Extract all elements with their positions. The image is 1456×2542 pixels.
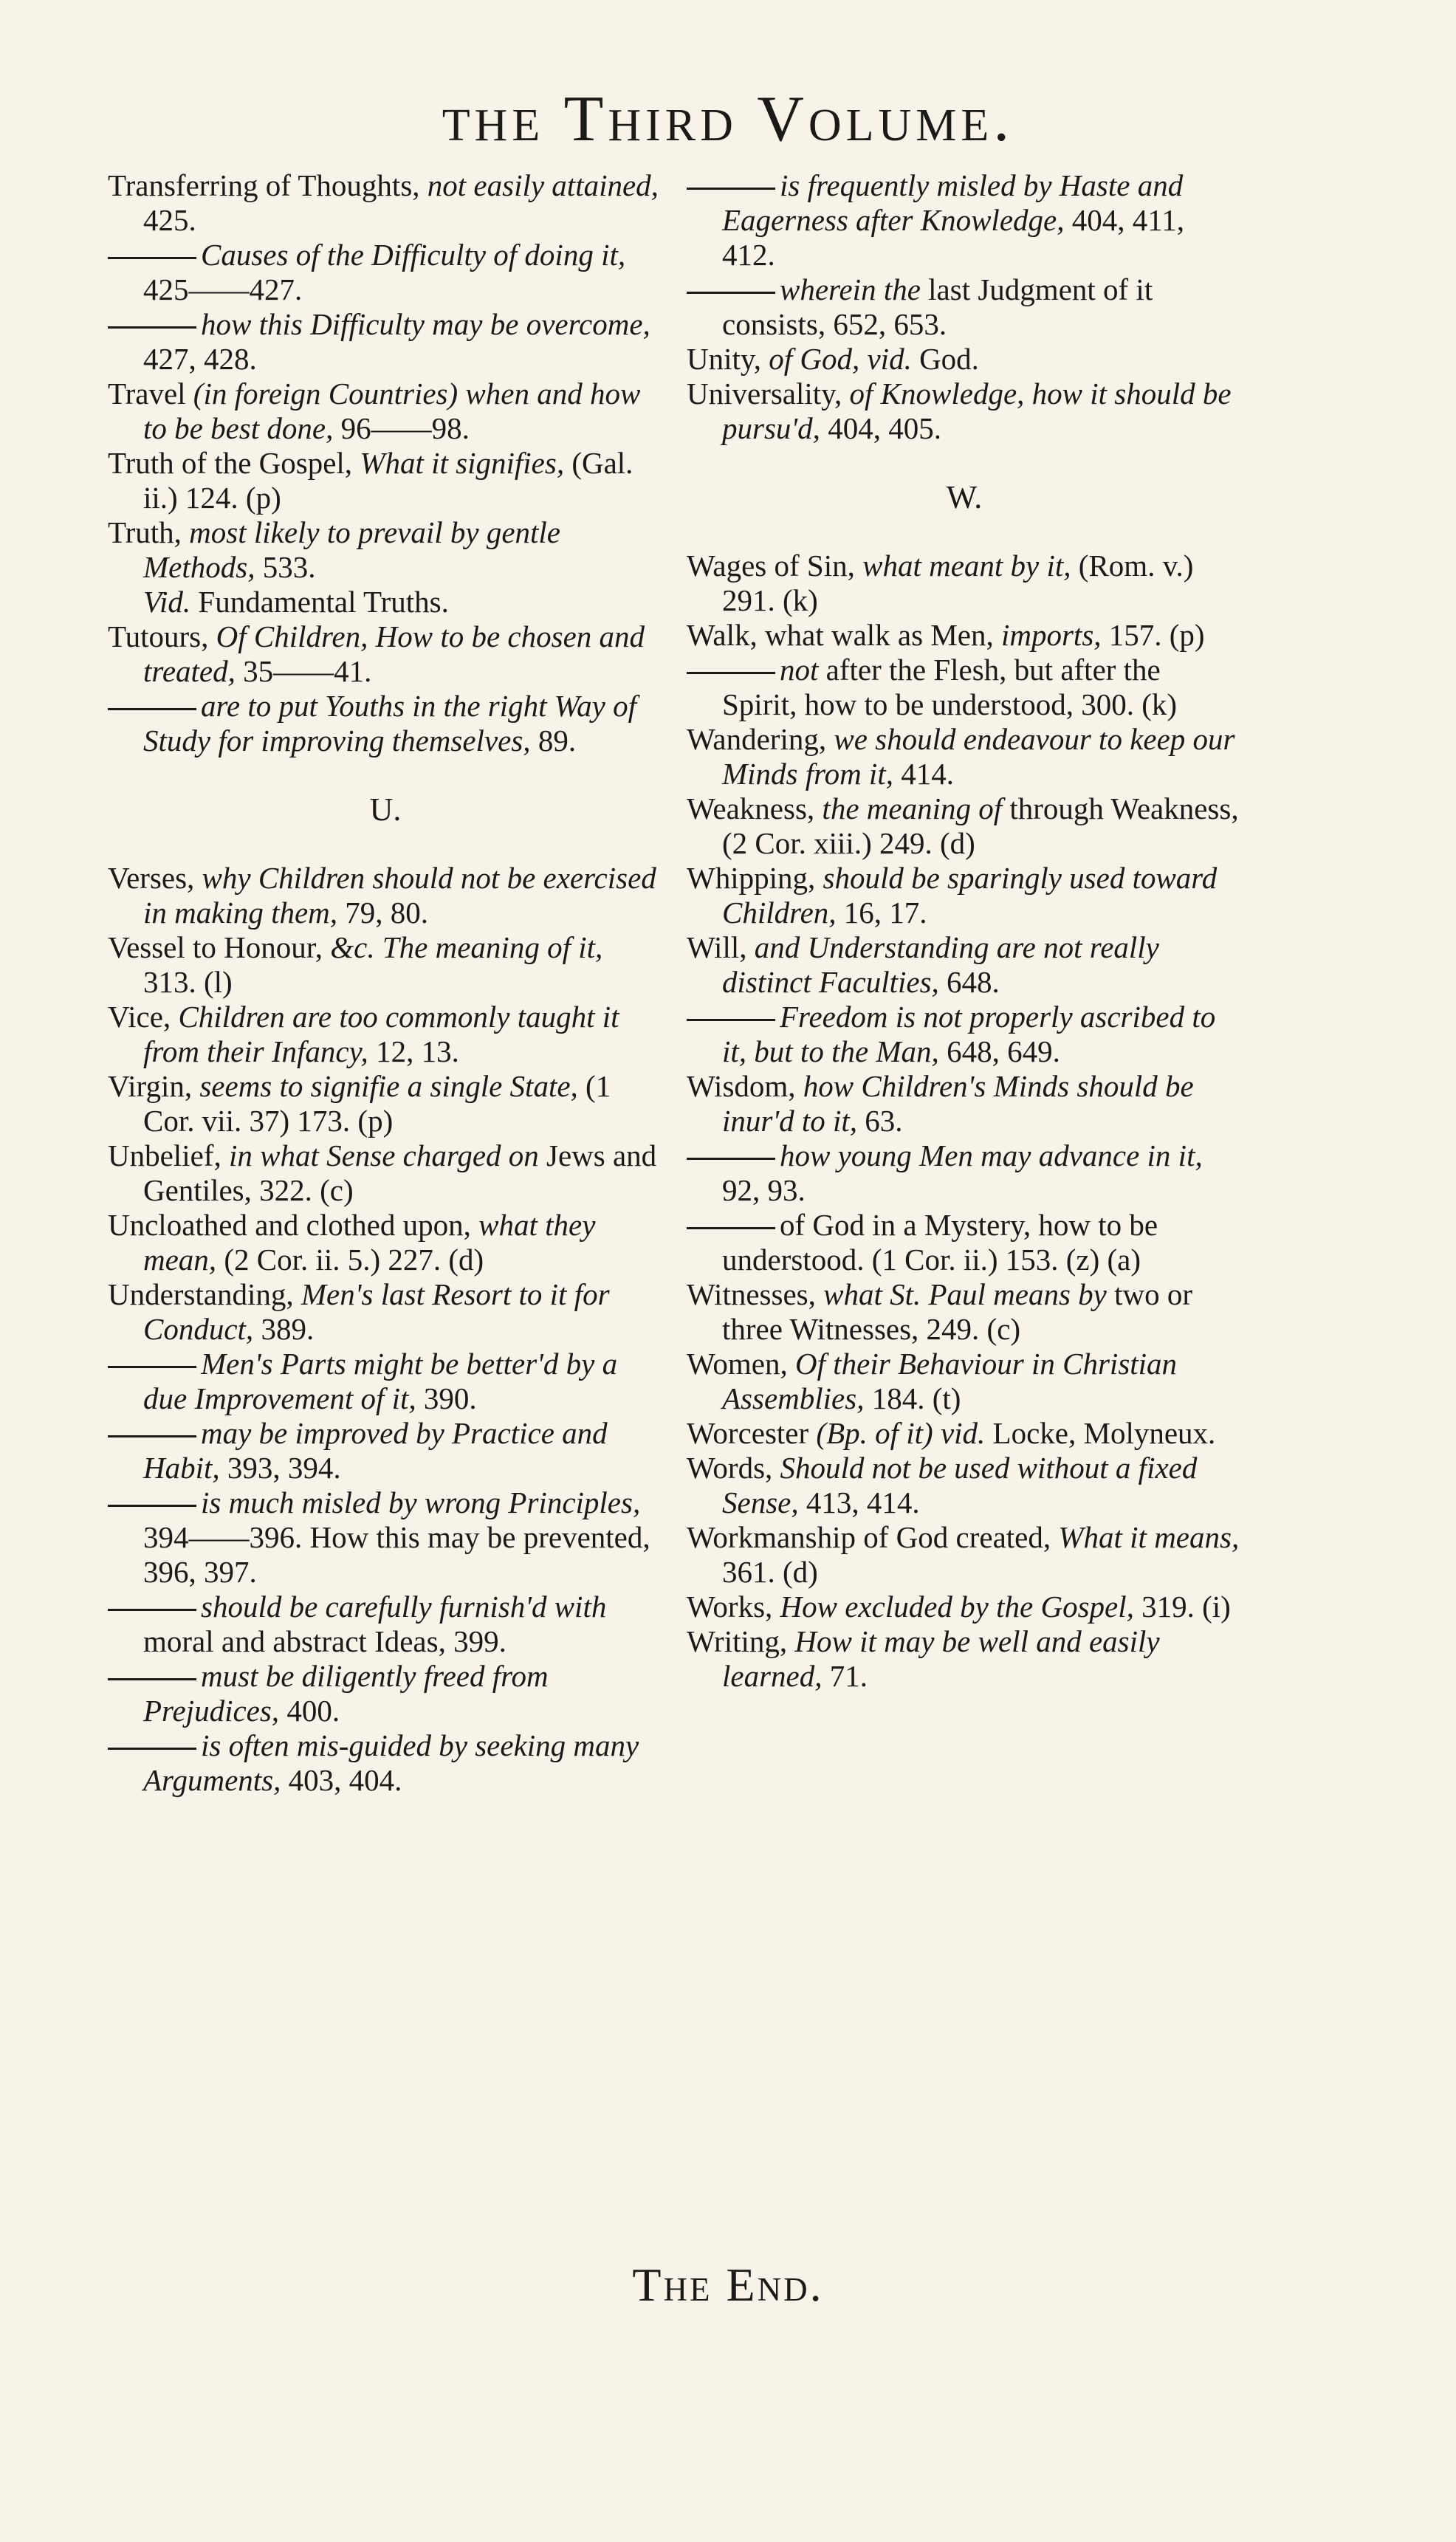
w-entries — [687, 549, 1242, 1694]
entry-tail: through Weakness, (2 Cor. xiii.) 249. (d) — [722, 791, 1239, 860]
entry-tail: 427, 428. — [143, 342, 257, 376]
entry-ital: Of their Behaviour in Christian Assemblies, — [722, 1347, 1178, 1415]
entry-ital: What it signifies, — [360, 446, 565, 480]
entry-text — [192, 1069, 199, 1103]
entry-head: Vessel — [108, 930, 185, 964]
entry-tail: 403, 404. — [281, 1763, 402, 1797]
index-entry — [687, 722, 1242, 791]
index-entry — [108, 238, 663, 307]
section-letter-u: U. — [369, 791, 402, 828]
ditto-dash — [687, 672, 775, 674]
entry-text: and clothed upon, — [247, 1208, 479, 1242]
entry-head: Writing, — [687, 1624, 788, 1658]
index-entry — [108, 1590, 663, 1659]
entry-head: Travel — [108, 377, 186, 411]
entry-text — [787, 1624, 794, 1658]
entry-text — [761, 342, 769, 376]
ditto-dash — [687, 1158, 775, 1160]
index-entry — [687, 930, 1242, 1000]
entry-tail: 404, 405. — [820, 411, 941, 445]
entry-ital: Causes of the Difficulty of doing it, — [201, 238, 626, 272]
entry-ital: what St. Paul means by — [823, 1277, 1107, 1311]
entry-ital: in what Sense charged on — [228, 1138, 539, 1172]
index-entry — [108, 515, 663, 585]
ditto-dash — [687, 1019, 775, 1021]
v-entries-continued — [687, 168, 1242, 446]
entry-tail: 313. (l) — [143, 965, 233, 999]
entry-tail: (1 Cor. vii. 37) 173. (p) — [143, 1069, 611, 1138]
index-entry — [687, 272, 1242, 342]
entry-ital: of Knowledge, how it should be pursu'd, — [722, 377, 1232, 445]
entry-ital: (Bp. of it) vid. — [816, 1416, 986, 1450]
index-entry — [108, 1416, 663, 1485]
entry-tail: God. — [911, 342, 979, 376]
entry-ital: is frequently misled by Haste and Eagerness after Knowledge, — [722, 168, 1184, 237]
index-entry — [687, 1208, 1242, 1277]
index-entry — [108, 1485, 663, 1590]
entry-head: Unbelief, — [108, 1138, 222, 1172]
entry-head: Uncloathed — [108, 1208, 247, 1242]
entry-text — [171, 1000, 178, 1034]
entry-text — [222, 1138, 229, 1172]
entry-tail: two or three Witnesses, 249. (c) — [722, 1277, 1193, 1346]
entry-tail: 389. — [253, 1312, 315, 1346]
entry-tail: 414. — [893, 757, 954, 791]
entry-text: of Sin, — [766, 549, 863, 583]
entry-text — [808, 1416, 816, 1450]
index-entry — [108, 1000, 663, 1069]
index-entry — [108, 1277, 663, 1347]
entry-text: of the Gospel, — [174, 446, 360, 480]
entry-ital: should be sparingly used toward Children, — [722, 861, 1218, 930]
index-entry — [108, 168, 663, 238]
entry-text — [815, 861, 823, 895]
entry-ital: How it may be well and easily learned, — [722, 1624, 1160, 1693]
page-title: the Third Volume. — [442, 83, 1014, 155]
entry-tail: (2 Cor. ii. 5.) 227. (d) — [216, 1243, 484, 1277]
ditto-dash — [108, 1748, 196, 1750]
entry-ital: may be improved by Practice and Habit, — [143, 1416, 608, 1485]
index-entry — [108, 930, 663, 1000]
entry-text — [772, 1590, 780, 1624]
entry-head: Women, — [687, 1347, 788, 1381]
entry-ital: Men's last Resort to it for Conduct, — [143, 1277, 610, 1346]
entry-text: what walk as Men, — [757, 618, 1001, 652]
entry-head: Truth, — [108, 515, 182, 549]
the-end: The End. — [632, 2258, 824, 2311]
entry-tail: 12, 13. — [368, 1034, 459, 1068]
index-entry — [108, 1728, 663, 1798]
entry-ital: how Children's Minds should be inur'd to it, — [722, 1069, 1194, 1138]
index-entry — [687, 1520, 1242, 1590]
index-entry — [108, 585, 663, 619]
index-entry — [687, 653, 1242, 722]
entry-ital: must be diligently freed from Prejudices, — [143, 1659, 549, 1728]
index-entry — [687, 791, 1242, 861]
entry-tail: 425——427. — [143, 272, 303, 306]
ditto-dash — [687, 188, 775, 190]
index-entry — [108, 1208, 663, 1277]
entry-tail: 425. — [143, 203, 196, 237]
entry-tail: 96——98. — [333, 411, 470, 445]
entry-ital: seems to signifie a single State, — [199, 1069, 578, 1103]
index-entry — [687, 1624, 1242, 1694]
entry-head: Whipping, — [687, 861, 816, 895]
ditto-dash — [108, 1435, 196, 1437]
entry-tail: 413, 414. — [798, 1485, 920, 1519]
entry-ital: and Understanding are not really distinct Faculties, — [722, 930, 1159, 999]
entry-ital: should be carefully furnish'd with — [201, 1590, 607, 1624]
entry-head: Wages — [687, 549, 767, 583]
entry-text — [294, 1277, 301, 1311]
ditto-dash — [108, 326, 196, 329]
entry-ital: Men's Parts might be better'd by a due Improvement of it, — [143, 1347, 618, 1415]
entry-tail: 79, 80. — [337, 896, 429, 930]
entry-text — [842, 377, 849, 411]
entry-ital: What it means, — [1058, 1520, 1240, 1554]
entry-tail: 400. — [279, 1694, 340, 1728]
index-entry — [108, 861, 663, 930]
index-entry — [687, 1416, 1242, 1451]
entry-tail: 89. — [530, 724, 577, 758]
entry-ital: is often mis-guided by seeking many Arguments, — [143, 1728, 639, 1797]
index-entry — [108, 619, 663, 689]
entry-text — [788, 1347, 795, 1381]
index-entry — [108, 307, 663, 377]
entry-ital: Children are too commonly taught it from their Infancy, — [143, 1000, 619, 1068]
entry-ital: how young Men may advance in it, — [780, 1138, 1203, 1172]
u-entries — [108, 861, 663, 1798]
entry-head: Will, — [687, 930, 747, 964]
index-entry — [687, 1347, 1242, 1416]
entry-tail: 648, 649. — [938, 1034, 1060, 1068]
entry-ital: Should not be used without a fixed Sense, — [722, 1451, 1198, 1519]
entry-tail: 16, 17. — [836, 896, 927, 930]
ditto-dash — [687, 292, 775, 294]
entry-ital: Of Children, How to be chosen and treated, — [143, 619, 645, 688]
index-entry — [687, 618, 1242, 653]
entry-head: Walk, — [687, 618, 758, 652]
index-entry — [687, 1138, 1242, 1208]
entry-tail: of God in a Mystery, how to be understood. (1 Cor. ii.) 153. (z) (a) — [722, 1208, 1158, 1277]
right-column — [687, 168, 1242, 1694]
ditto-dash — [108, 1609, 196, 1611]
entry-tail: 92, 93. — [722, 1173, 806, 1207]
entry-text — [746, 930, 754, 964]
entry-tail: 648. — [938, 965, 1000, 999]
entry-head: Truth — [108, 446, 174, 480]
entry-ital: not — [780, 653, 819, 687]
entry-tail: 533. — [255, 550, 316, 584]
entry-tail: Fundamental Truths. — [190, 585, 449, 619]
entry-ital: (in foreign Countries) when and how to be best done, — [143, 377, 641, 445]
entry-ital: wherein the — [780, 272, 921, 306]
entry-ital: Freedom is not properly ascribed to it, but to the Man, — [722, 1000, 1216, 1068]
index-entry — [687, 377, 1242, 446]
entry-text — [194, 861, 202, 895]
entry-tail: moral and abstract Ideas, 399. — [143, 1624, 506, 1658]
entry-ital: the meaning of — [822, 791, 1003, 825]
entry-ital: we should endeavour to keep our Minds from it, — [722, 722, 1235, 791]
index-entry — [687, 1590, 1242, 1624]
index-entry — [687, 549, 1242, 618]
entry-head: Universality, — [687, 377, 842, 411]
entry-tail: 71. — [822, 1659, 868, 1693]
ditto-dash — [108, 1366, 196, 1368]
index-entry — [687, 342, 1242, 377]
entry-tail: 394——396. How this may be prevented, 396, 397. — [143, 1520, 650, 1589]
entry-text — [208, 619, 216, 653]
entry-ital: are to put Youths in the right Way of Study for improving themselves, — [143, 689, 636, 758]
entry-head: Works, — [687, 1590, 773, 1624]
entry-head: Verses, — [108, 861, 195, 895]
entry-text: of God created, — [856, 1520, 1059, 1554]
entry-tail: last Judgment of it consists, 652, 653. — [722, 272, 1153, 341]
entry-tail: Locke, Molyneux. — [985, 1416, 1216, 1450]
entry-ital: How excluded by the Gospel, — [780, 1590, 1134, 1624]
entry-text — [814, 791, 822, 825]
entry-text — [816, 1277, 823, 1311]
index-entry — [687, 1277, 1242, 1347]
index-entry — [108, 1138, 663, 1208]
entry-ital: what meant by it, — [862, 549, 1071, 583]
entry-ital: what they mean, — [143, 1208, 596, 1277]
entry-tail: (Rom. v.) 291. (k) — [722, 549, 1194, 617]
entry-head: Tutours, — [108, 619, 209, 653]
entry-head: Worcester — [687, 1416, 809, 1450]
left-column — [108, 168, 663, 1798]
entry-head: Words, — [687, 1451, 773, 1485]
section-letter-w: W. — [946, 479, 983, 515]
entry-tail: 393, 394. — [219, 1451, 341, 1485]
entry-text — [796, 1069, 803, 1103]
entry-tail: 319. (i) — [1133, 1590, 1231, 1624]
ditto-dash — [108, 1678, 196, 1680]
entry-tail: 35——41. — [235, 654, 372, 688]
index-entry — [108, 1069, 663, 1138]
index-entry — [108, 689, 663, 758]
entry-text: to Honour, — [185, 930, 331, 964]
entry-tail: 404, 411, 412. — [722, 203, 1184, 272]
t-entries — [108, 168, 663, 758]
entry-ital: most likely to prevail by gentle Methods, — [143, 515, 561, 584]
entry-head: Vice, — [108, 1000, 171, 1034]
ditto-dash — [687, 1227, 775, 1229]
entry-tail: 390. — [416, 1381, 477, 1415]
entry-head: Wandering, — [687, 722, 827, 756]
entry-text — [826, 722, 834, 756]
entry-text — [772, 1451, 780, 1485]
entry-head: Weakness, — [687, 791, 815, 825]
index-entry — [108, 377, 663, 446]
ditto-dash — [108, 708, 196, 710]
index-entry — [108, 446, 663, 515]
entry-head: Wisdom, — [687, 1069, 796, 1103]
entry-ital: is much misled by wrong Principles, — [201, 1485, 641, 1519]
entry-head: Understanding, — [108, 1277, 294, 1311]
entry-tail: 184. (t) — [864, 1381, 961, 1415]
entry-tail: (Gal. ii.) 124. (p) — [143, 446, 633, 515]
entry-tail: Jews and Gentiles, 322. (c) — [143, 1138, 657, 1207]
index-entry — [108, 1659, 663, 1728]
entry-ital: imports, — [1000, 618, 1102, 652]
entry-tail: 63. — [857, 1104, 903, 1138]
entry-text: of Thoughts, — [258, 168, 427, 202]
index-entry — [687, 1000, 1242, 1069]
entry-text — [182, 515, 189, 549]
entry-head: Unity, — [687, 342, 761, 376]
entry-ital: why Children should not be exercised in making them, — [143, 861, 656, 930]
index-entry — [687, 861, 1242, 930]
entry-head: Transferring — [108, 168, 258, 202]
entry-ital: of God, vid. — [769, 342, 912, 376]
entry-tail: 361. (d) — [722, 1555, 818, 1589]
ditto-dash — [108, 257, 196, 259]
index-entry — [687, 168, 1242, 272]
entry-tail: 157. (p) — [1101, 618, 1205, 652]
index-entry — [687, 1069, 1242, 1138]
index-entry — [687, 1451, 1242, 1520]
entry-head: Witnesses, — [687, 1277, 816, 1311]
entry-ital: how this Difficulty may be overcome, — [201, 307, 650, 341]
ditto-dash — [108, 1505, 196, 1507]
entry-tail: after the Flesh, but after the Spirit, how to be understood, 300. (k) — [722, 653, 1178, 721]
entry-ital: not easily attained, — [427, 168, 659, 202]
entry-ital: &c. The meaning of it, — [330, 930, 603, 964]
entry-head: Workmanship — [687, 1520, 856, 1554]
entry-text — [186, 377, 193, 411]
index-entry — [108, 1347, 663, 1416]
entry-head: Virgin, — [108, 1069, 193, 1103]
entry-ital: Vid. — [143, 585, 191, 619]
